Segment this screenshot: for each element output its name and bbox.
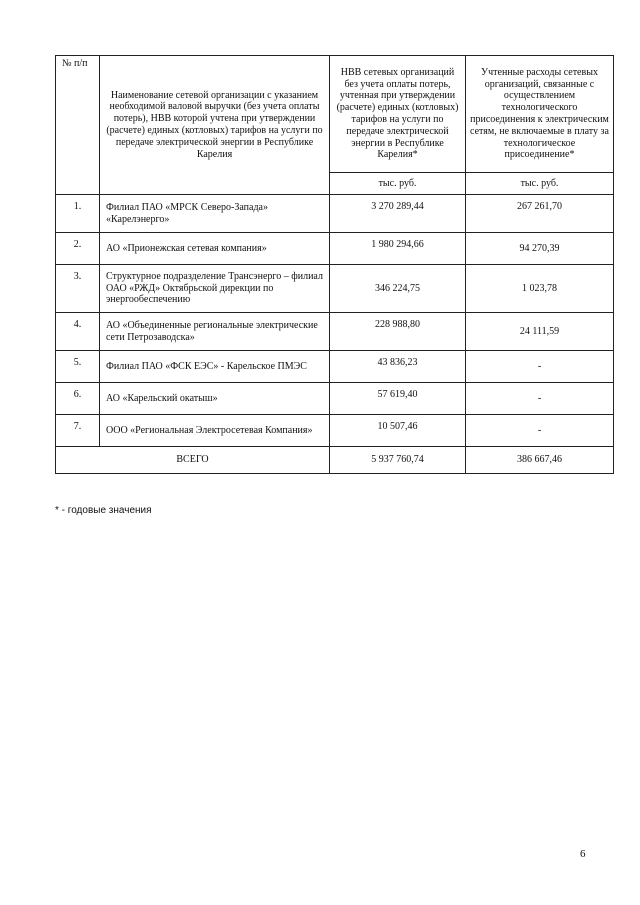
footnote: * - годовые значения <box>55 505 152 516</box>
table-row <box>56 195 614 233</box>
total-label: ВСЕГО <box>56 447 330 474</box>
tariff-table <box>55 55 614 474</box>
org-name: Филиал ПАО «ФСК ЕЭС» - Карельское ПМЭС <box>100 351 330 383</box>
nvv-value: 57 619,40 <box>330 383 466 415</box>
row-number: 3. <box>56 265 100 313</box>
table-row <box>56 383 614 415</box>
table-row <box>56 415 614 447</box>
row-number: 1. <box>56 195 100 233</box>
expenses-value: - <box>466 415 614 447</box>
row-number: 5. <box>56 351 100 383</box>
nvv-value: 1 980 294,66 <box>330 233 466 265</box>
expenses-value: 24 111,59 <box>466 313 614 351</box>
org-name: АО «Прионежская сетевая компания» <box>100 233 330 265</box>
header-expenses: Учтенные расходы сетевых организаций, связанные с осуществлением технологического присоединения к электрическим сетям, не включаемые в плату за технологическое присоединение* <box>466 56 614 173</box>
table-row <box>56 351 614 383</box>
table-row <box>56 233 614 265</box>
row-number: 4. <box>56 313 100 351</box>
row-number: 7. <box>56 415 100 447</box>
org-name: Структурное подразделение Трансэнерго – филиал ОАО «РЖД» Октябрьской дирекции по энергообеспечению <box>100 265 330 313</box>
page-number: 6 <box>580 848 586 860</box>
row-number: 6. <box>56 383 100 415</box>
header-name: Наименование сетевой организации с указанием необходимой валовой выручки (без учета оплаты потерь), НВВ которой учтена при утверждении (расчете) единых (котловых) тарифов на услуги по передаче электрической энергии в Республике Карелия <box>100 56 330 195</box>
total-expenses: 386 667,46 <box>466 447 614 474</box>
nvv-value: 228 988,80 <box>330 313 466 351</box>
expenses-value: - <box>466 351 614 383</box>
row-number: 2. <box>56 233 100 265</box>
unit-nvv: тыс. руб. <box>330 173 466 195</box>
expenses-value: 94 270,39 <box>466 233 614 265</box>
total-nvv: 5 937 760,74 <box>330 447 466 474</box>
expenses-value: - <box>466 383 614 415</box>
table-row <box>56 265 614 313</box>
header-nvv: НВВ сетевых организаций без учета оплаты потерь, учтенная при утверждении (расчете) единых (котловых) тарифов на услуги по передаче электрической энергии в Республике Карелия* <box>330 56 466 173</box>
nvv-value: 10 507,46 <box>330 415 466 447</box>
org-name: ООО «Региональная Электросетевая Компания» <box>100 415 330 447</box>
table-row <box>56 313 614 351</box>
total-row <box>56 447 614 474</box>
header-no: № п/п <box>56 56 100 195</box>
org-name: АО «Объединенные региональные электрические сети Петрозаводска» <box>100 313 330 351</box>
nvv-value: 346 224,75 <box>330 265 466 313</box>
org-name: Филиал ПАО «МРСК Северо-Запада» «Карелэнерго» <box>100 195 330 233</box>
unit-expenses: тыс. руб. <box>466 173 614 195</box>
nvv-value: 3 270 289,44 <box>330 195 466 233</box>
expenses-value: 267 261,70 <box>466 195 614 233</box>
nvv-value: 43 836,23 <box>330 351 466 383</box>
expenses-value: 1 023,78 <box>466 265 614 313</box>
org-name: АО «Карельский окатыш» <box>100 383 330 415</box>
